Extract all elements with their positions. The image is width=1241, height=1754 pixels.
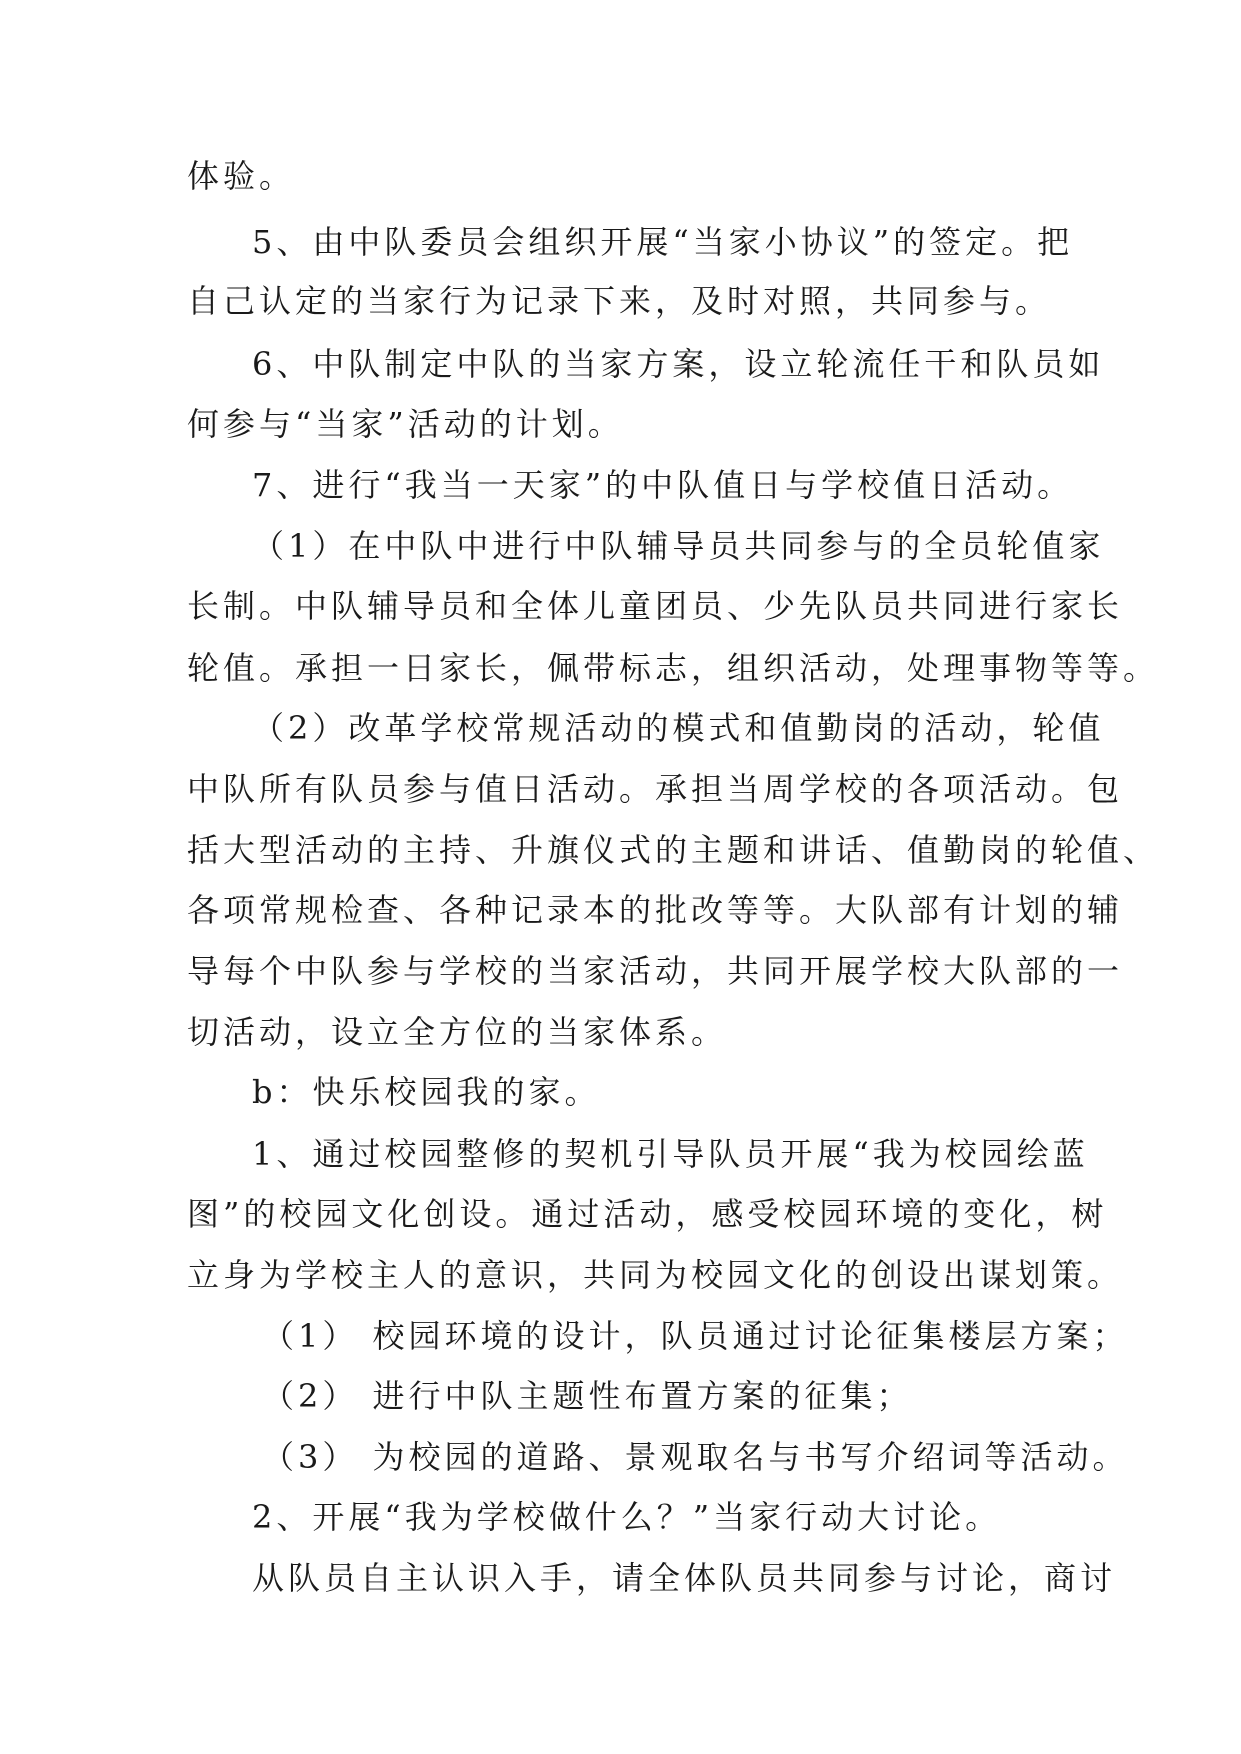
- text-line: 体验。: [187, 157, 296, 195]
- text-line: （1）在中队中进行中队辅导员共同参与的全员轮值家: [252, 527, 1105, 565]
- text-line: 6、中队制定中队的当家方案，设立轮流任干和队员如: [252, 345, 1105, 383]
- text-line: 切活动，设立全方位的当家体系。: [187, 1013, 728, 1051]
- text-line: （2）改革学校常规活动的模式和值勤岗的活动，轮值: [252, 709, 1105, 747]
- text-line: （1） 校园环境的设计，队员通过讨论征集楼层方案；: [262, 1317, 1129, 1355]
- text-line: 7、进行“我当一天家”的中队值日与学校值日活动。: [252, 466, 1074, 504]
- text-line: 立身为学校主人的意识，共同为校园文化的创设出谋划策。: [187, 1256, 1124, 1294]
- text-line: 括大型活动的主持、升旗仪式的主题和讲话、值勤岗的轮值、: [187, 831, 1160, 869]
- text-line: 1、通过校园整修的契机引导队员开展“我为校园绘蓝: [252, 1135, 1089, 1173]
- text-line: b：快乐校园我的家。: [252, 1073, 601, 1111]
- text-line: （2） 进行中队主题性布置方案的征集；: [262, 1377, 913, 1415]
- text-line: 5、由中队委员会组织开展“当家小协议”的签定。把: [252, 223, 1074, 261]
- text-line: 自己认定的当家行为记录下来，及时对照，共同参与。: [187, 282, 1052, 320]
- text-line: 何参与“当家”活动的计划。: [187, 405, 624, 443]
- text-line: 轮值。承担一日家长，佩带标志，组织活动，处理事物等等。: [187, 649, 1160, 687]
- text-line: 导每个中队参与学校的当家活动，共同开展学校大队部的一: [187, 952, 1124, 990]
- text-line: 各项常规检查、各种记录本的批改等等。大队部有计划的辅: [187, 891, 1124, 929]
- text-line: 中队所有队员参与值日活动。承担当周学校的各项活动。包: [187, 770, 1124, 808]
- text-line: 图”的校园文化创设。通过活动，感受校园环境的变化，树: [187, 1195, 1108, 1233]
- text-line: 2、开展“我为学校做什么？”当家行动大讨论。: [252, 1498, 1002, 1536]
- text-line: 从队员自主认识入手，请全体队员共同参与讨论，商讨: [252, 1559, 1117, 1597]
- text-line: （3） 为校园的道路、景观取名与书写介绍词等活动。: [262, 1438, 1129, 1476]
- text-line: 长制。中队辅导员和全体儿童团员、少先队员共同进行家长: [187, 587, 1124, 625]
